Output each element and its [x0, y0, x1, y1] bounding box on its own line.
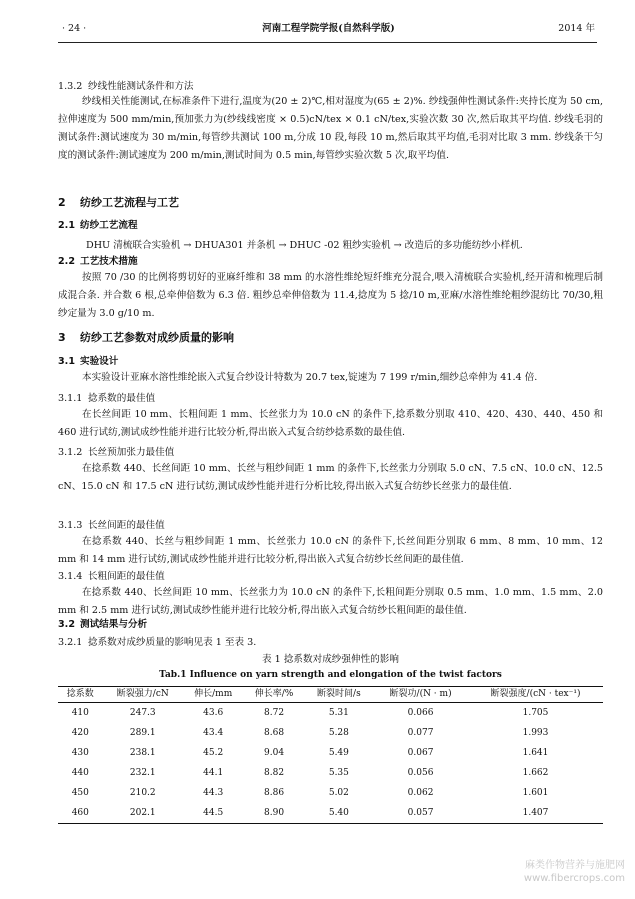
section-3-1-4	[58, 572, 603, 620]
data-table	[58, 686, 603, 824]
table-cell: 5.28	[328, 727, 349, 738]
section-heading: 3.1.2 长丝预加张力最佳值	[58, 447, 175, 458]
page-number: · 24 ·	[62, 23, 87, 34]
watermark-line: 麻类作物营养与施肥网	[525, 860, 625, 871]
journal-title: 河南工程学院学报(自然科学版)	[262, 23, 395, 34]
journal-year: 2014 年	[558, 23, 595, 34]
section-heading: 3.1.1 捻系数的最佳值	[58, 393, 156, 404]
table-cell: 289.1	[129, 727, 156, 738]
section-heading: 3.1.3 长丝间距的最佳值	[58, 520, 165, 531]
table-cell: 238.1	[129, 747, 156, 758]
table-row	[58, 743, 603, 763]
table-cell: 5.49	[328, 747, 349, 758]
table-cell: 440	[71, 767, 89, 778]
table-cell: 1.601	[522, 787, 549, 798]
table-cell: 0.057	[373, 803, 468, 824]
section-2-1	[58, 221, 603, 255]
table-cell: 460	[58, 803, 103, 824]
section-text: 3.2.1 捻系数对成纱质量的影响见表 1 至表 3.	[58, 637, 257, 648]
table-cell: 410	[71, 707, 89, 718]
table-header-row	[58, 687, 603, 703]
section-heading: 2 纺纱工艺流程与工艺	[58, 196, 179, 209]
table-cell: 1.993	[522, 727, 549, 738]
table-cell: 1.641	[522, 747, 549, 758]
body-paragraph: 在捻系数 440、长丝与粗纱间距 1 mm、长丝张力 10.0 cN 的条件下,长丝间距分别取 6 mm、8 mm、10 mm、12 mm 和 14 mm 进行试纺,测试成纱性能并进行比较分析,得出嵌入式复合纺纱长丝间距的最佳值.	[58, 535, 603, 565]
column-header: 断裂强度/(cN · tex⁻¹)	[468, 687, 603, 703]
section-heading: 2.2 工艺技术措施	[58, 256, 138, 267]
table-cell: 8.82	[264, 767, 285, 778]
table-cell: 420	[71, 727, 89, 738]
body-paragraph: 按照 70 /30 的比例将剪切好的亚麻纤维和 38 mm 的水溶性维纶短纤维充分混合,喂入清梳联合实验机,经开清和梳理后制成混合条. 并合数 6 根,总牵伸倍数为 6.3 倍. 粗纱总牵伸倍数为 11.4,捻度为 5 捻/10 m,亚麻/水溶性维纶粗纱混纺比 70/30,粗纱定量为 3.0 g/10 m.	[58, 271, 603, 319]
header-rule	[58, 42, 597, 43]
column-header: 断裂功/(N · m)	[373, 687, 468, 703]
table-cell: 0.067	[407, 747, 434, 758]
table-cell: 430	[71, 747, 89, 758]
table-cell: 5.31	[328, 707, 349, 718]
table-cell: 8.72	[264, 707, 285, 718]
table-cell: 232.1	[129, 767, 156, 778]
table-caption-cn: 表 1 捻系数对成纱强伸性的影响	[262, 654, 399, 665]
section-3-1-3	[58, 521, 603, 569]
table-cell: 1.407	[468, 803, 603, 824]
section-2-2	[58, 257, 603, 323]
table-cell: 247.3	[129, 707, 156, 718]
watermark-url: www.fibercrops.com	[523, 873, 625, 884]
table-cell: 0.056	[407, 767, 434, 778]
column-header: 伸长率/%	[243, 687, 304, 703]
table-cell: 44.5	[183, 803, 244, 824]
section-3-1-1	[58, 394, 603, 442]
watermark	[524, 859, 625, 885]
table-cell: 5.35	[328, 767, 349, 778]
column-header: 断裂强力/cN	[103, 687, 183, 703]
body-paragraph: 在捻系数 440、长丝间距 10 mm、长丝张力为 10.0 cN 的条件下,长粗间距分别取 0.5 mm、1.0 mm、1.5 mm、2.0 mm 和 2.5 mm 进行试纺,测试成纱性能并进行比较分析,得出嵌入式复合纺纱长粗间距的最佳值.	[58, 586, 603, 616]
table-row	[58, 783, 603, 803]
running-header	[62, 24, 595, 40]
section-2	[58, 197, 603, 208]
table-cell: 1.705	[522, 707, 549, 718]
body-paragraph: 在捻系数 440、长丝间距 10 mm、长丝与粗纱间距 1 mm 的条件下,长丝张力分别取 5.0 cN、7.5 cN、10.0 cN、12.5 cN、15.0 cN 和 17.5 cN 进行试纺,测试成纱性能并进行分析比较,得出嵌入式复合纺纱长丝张力的最佳值.	[58, 462, 603, 492]
table-cell: 45.2	[203, 747, 224, 758]
table-row	[58, 723, 603, 743]
table-cell: 8.68	[264, 727, 285, 738]
body-paragraph: 纱线相关性能测试,在标准条件下进行,温度为(20 ± 2)℃,相对湿度为(65 ± 2)%. 纱线强伸性测试条件:夹持长度为 50 cm,拉伸速度为 500 mm/min,预加张力为(纱线线密度 × 0.5)cN/tex × 0.1 cN/tex,实验次数 30 次,然后取其平均值. 纱线毛羽的测试条件:测试速度为 30 m/min,每管纱共测试 100 m,分成 10 段,每段 10 m,然后取其平均值,毛羽对比取 3 mm. 纱线条干匀度的测试条件:测试速度为 200 m/min,测试时间为 0.5 min,每管纱实验次数 5 次,取平均值.	[58, 95, 603, 162]
section-3-1-2	[58, 448, 603, 496]
column-header: 捻系数	[58, 687, 103, 703]
table-cell: 43.4	[203, 727, 224, 738]
table-cell: 43.6	[203, 707, 224, 718]
table-cell: 44.3	[203, 787, 224, 798]
section-heading: 3.1 实验设计	[58, 356, 119, 367]
section-3-2	[58, 620, 603, 630]
section-heading: 3.2 测试结果与分析	[58, 619, 148, 630]
table-cell: 5.02	[328, 787, 349, 798]
table-row	[58, 703, 603, 724]
table-cell: 1.662	[522, 767, 549, 778]
table-row	[58, 763, 603, 783]
table-cell: 44.1	[203, 767, 224, 778]
section-heading: 2.1 纺纱工艺流程	[58, 220, 138, 231]
section-3	[58, 332, 603, 343]
process-flow: DHU 清梳联合实验机 → DHUA301 并条机 → DHUC -02 粗纱实验机 → 改造后的多功能纺纱小样机.	[86, 239, 523, 251]
table-cell: 450	[71, 787, 89, 798]
table-row	[58, 803, 603, 824]
body-paragraph: 本实验设计亚麻水溶性维纶嵌入式复合纱设计特数为 20.7 tex,锭速为 7 199 r/min,细纱总牵伸为 41.4 倍.	[82, 371, 538, 383]
body-paragraph: 在长丝间距 10 mm、长粗间距 1 mm、长丝张力为 10.0 cN 的条件下,捻系数分别取 410、420、430、440、450 和 460 进行试纺,测试成纱性能并进行比较分析,得出嵌入式复合纺纱捻系数的最佳值.	[58, 408, 603, 438]
table-caption-en: Tab.1 Influence on yarn strength and elongation of the twist factors	[159, 670, 502, 680]
table-cell: 5.40	[305, 803, 373, 824]
section-heading: 1.3.2 纱线性能测试条件和方法	[58, 81, 194, 92]
section-heading: 3 纺纱工艺参数对成纱质量的影响	[58, 331, 234, 344]
column-header: 断裂时间/s	[305, 687, 373, 703]
table-cell: 9.04	[264, 747, 285, 758]
table-cell: 0.062	[407, 787, 434, 798]
section-heading: 3.1.4 长粗间距的最佳值	[58, 571, 165, 582]
section-3-2-1	[58, 638, 603, 648]
table-1	[58, 686, 603, 824]
table-cell: 0.066	[407, 707, 434, 718]
table-cell: 210.2	[129, 787, 156, 798]
table-cell: 8.86	[264, 787, 285, 798]
table-cell: 8.90	[243, 803, 304, 824]
column-header: 伸长/mm	[183, 687, 244, 703]
section-1-3-2	[58, 82, 603, 165]
table-cell: 0.077	[407, 727, 434, 738]
table-cell: 202.1	[103, 803, 183, 824]
section-3-1	[58, 357, 603, 387]
